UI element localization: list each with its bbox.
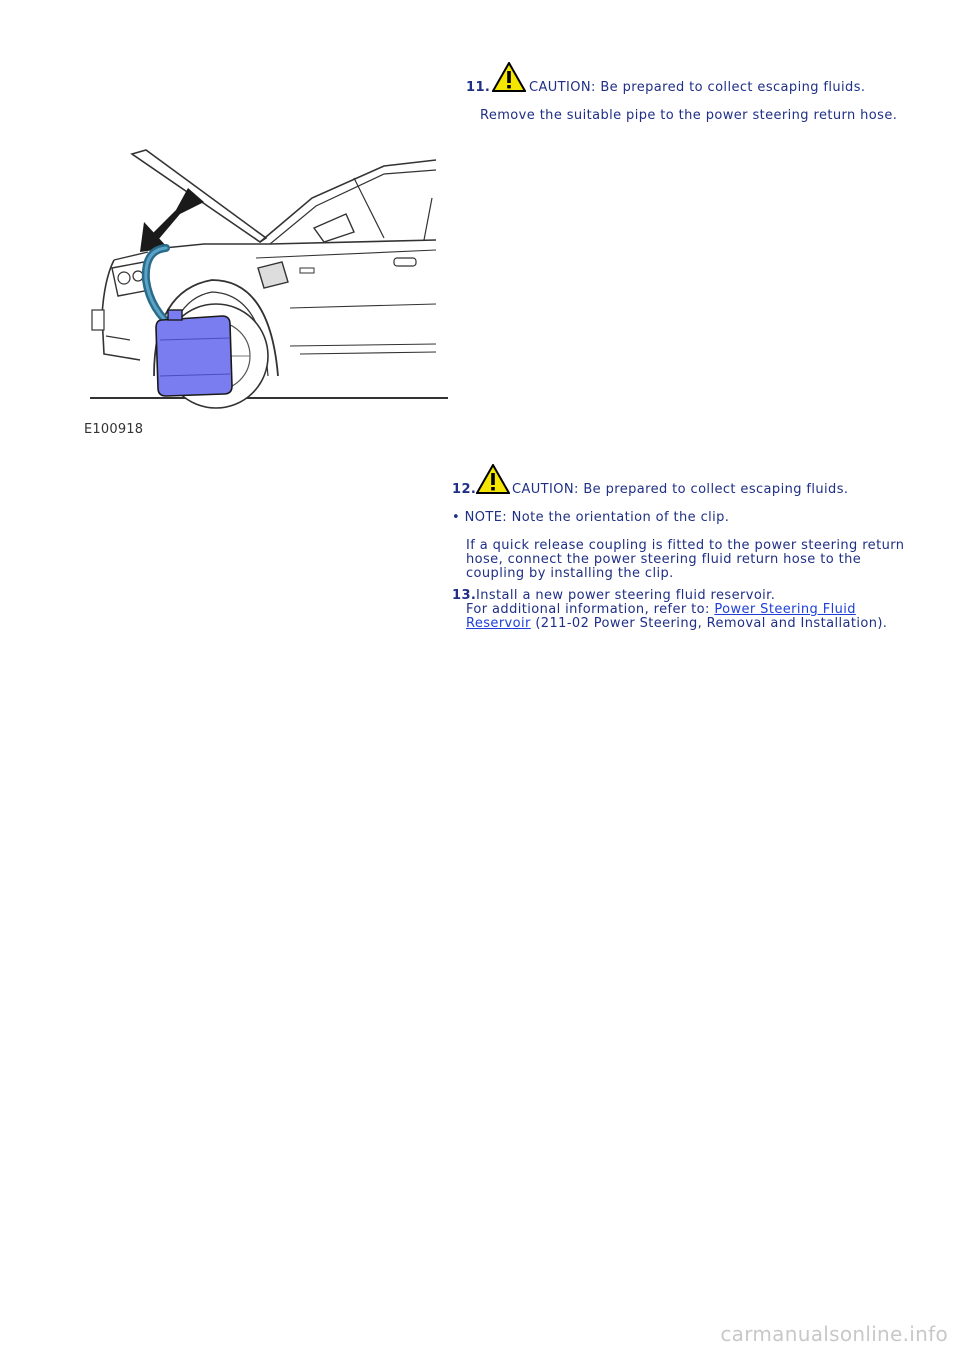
warning-icon: [492, 62, 526, 92]
step-13-body: Install a new power steering fluid reservoir.: [476, 588, 776, 603]
reference-suffix: (211-02 Power Steering, Removal and Installation).: [535, 616, 888, 631]
step-11-caution: CAUTION: Be prepared to collect escaping fluids.: [529, 80, 866, 95]
step-12-caution: CAUTION: Be prepared to collect escaping fluids.: [512, 482, 849, 497]
step-11-number: 11.: [466, 80, 491, 95]
step-12-number: 12.: [452, 482, 477, 497]
step-12-note: • NOTE: Note the orientation of the clip.: [452, 510, 730, 525]
step-13-reference-line-1: [466, 602, 856, 617]
figure-label: E100918: [84, 422, 144, 437]
vehicle-fluid-drain-illustration: [84, 140, 452, 436]
power-steering-fluid-reservoir-link[interactable]: Power Steering Fluid: [714, 602, 856, 617]
site-watermark: carmanualsonline.info: [720, 1322, 948, 1346]
step-12-body-line-3: coupling by installing the clip.: [466, 566, 674, 581]
power-steering-fluid-reservoir-link-continued[interactable]: Reservoir: [466, 616, 531, 631]
step-13-reference-line-2: [466, 616, 887, 631]
step-12-body-line-1: If a quick release coupling is fitted to the power steering return: [466, 538, 905, 553]
step-12-body-line-2: hose, connect the power steering fluid return hose to the: [466, 552, 862, 567]
step-11-body: Remove the suitable pipe to the power steering return hose.: [480, 108, 898, 123]
step-13-number: 13.: [452, 588, 477, 603]
reference-prefix: For additional information, refer to:: [466, 602, 710, 617]
warning-icon: [476, 464, 510, 494]
